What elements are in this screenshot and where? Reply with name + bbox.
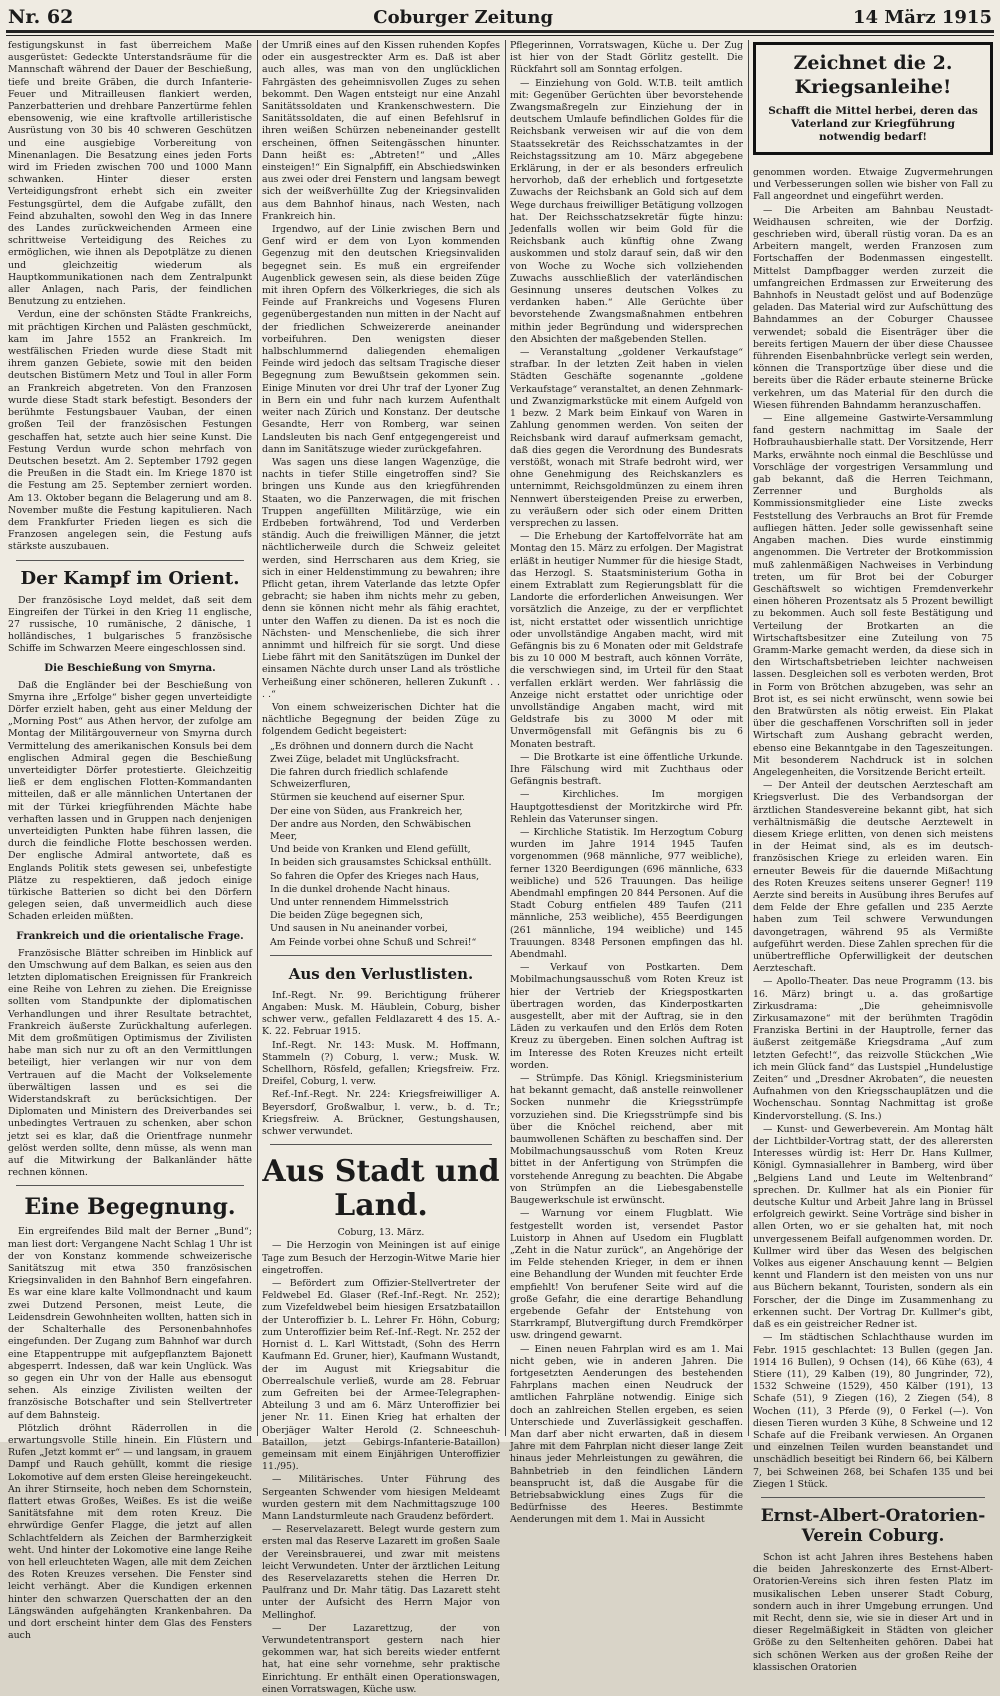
section-divider <box>16 560 244 561</box>
news-item: — Apollo-Theater. Das neue Programm (13. bis 16. März) bringt u. a. das großartige Zirkusdrama: „Die geheimnisvolle Zirkusamazone“ mit der berühmten Tragödin Franziska Bertini in der Hauptrolle, ferner das äußerst zeitgemäße Kriegsdrama „Auf zum letzten Gefecht!“, das reizvolle Stückchen „Wie ich mein Glück fand“ das Lustspiel „Hundelustige Zeiten“ und „Dresdner Akrobaten“, die neuesten Aufnahmen von den Kriegsschauplätzen und die Wochenschau. Sonntag Nachmittag ist große Kindervorstellung. (S. Ins.) <box>753 976 993 1122</box>
poem-line: Und beide von Kranken und Elend gefüllt, <box>270 844 471 856</box>
poem-line: In die dunkel drohende Nacht hinaus. <box>270 883 451 895</box>
headline-orient: Der Kampf im Orient. <box>20 567 240 589</box>
poem-line: Und unter rennendem Himmelsstrich <box>270 897 449 909</box>
news-item: Pflegerinnen, Vorratswagen, Küche u. Der Zug ist hier von der Stadt Görlitz gestellt. Die Rückfahrt soll am Sonntag erfolgen. <box>510 40 743 76</box>
news-item: — Der Anteil der deutschen Aerzteschaft am Kriegsverlust. Die des Verbandsorgan der ärztlichen Standesvereine bekannt gibt, hat sich verhältnismäßig die deutsche Aerztewelt in diesem Kriege erlitten, von denen sich meistens in der Heimat sind, als es im deutsch-französischen Kriege zu erleiden waren. Ein erneuter Beweis für die dauernde Mißachtung des Roten Kreuzes seitens unserer Gegner! 119 Aerzte sind bereits in Ausübung ihres Berufes auf dem Felde der Ehre gefallen und 235 Aerzte haben zum Teil schwere Verwundungen davongetragen, während 95 als Vermißte aufgeführt werden. Diese Zahlen sprechen für die unübertreffliche Opferwilligkeit der deutschen Aerzteschaft. <box>753 780 993 975</box>
casualty-entry: Ref.-Inf.-Regt. Nr. 224: Kriegsfreiwilliger A. Beyersdorf, Großwalbur, l. verw., b. d. Tr.; Kriegsfreiw. A. Brückner, Gestungshausen, schwer verwundet. <box>262 1089 500 1138</box>
issue-number: Nr. 62 <box>8 6 74 28</box>
news-item: — Die Brotkarte ist eine öffentliche Urkunde. Ihre Fälschung wird mit Zuchthaus oder Gefängnis bestraft. <box>510 751 743 788</box>
section-divider <box>270 1144 492 1145</box>
news-item: genommen worden. Etwaige Zugvermehrungen und Verbesserungen sollen wie bisher von Fall zu Fall angeordnet und eingeführt werden. <box>753 167 993 203</box>
news-item: — Der Lazarettzug, der von Verwundetentransport gestern nach hier gekommen war, hat sich bereits wieder entfernt hat, hat eine sehr vornehme, sehr praktische Einrichtung. Er enthält einen Operationswagen, einen Vorratswagen, Küche usw. <box>262 1622 500 1695</box>
advertisement-title: Zeichnet die 2. Kriegsanleihe! <box>793 52 953 98</box>
article-paragraph: Irgendwo, auf der Linie zwischen Bern und Genf wird er dem von Lyon kommenden Gegenzug mit den deutschen Kriegsinvaliden begegnet sein. Es muß ein ergreifender Augenblick gewesen sein, als diese beiden Züge mit ihren Opfern des Völkerkrieges, die sich als Feinde auf Frankreichs und Vogesens Fluren gegenübergestanden nun mitten in der Nacht auf der friedlichen Schweizererde aneinander vorbeifuhren. Den wenigsten dieser halbschlummernd daliegenden ehemaligen Feinde wird jedoch das seltsam Tragische dieser Begegnung zum Bewußtsein gekommen sein. Einige Minuten vor drei Uhr traf der Lyoner Zug in Bern ein und fuhr nach kurzem Aufenthalt weiter nach Zürich und Konstanz. Der deutsche Gesandte, Herr von Romberg, war seinen Landsleuten bis nach Genf entgegengereist und dann im Sanitätszuge wieder zurückgefahren. <box>262 224 500 455</box>
masthead-rule-thin <box>6 35 994 36</box>
news-item: — Eine allgemeine Gastwirte-Versammlung fand gestern nachmittag im Saale der Hofbrauhausbierhalle statt. Der Vorsitzende, Herr Marks, erwähnte noch einmal die Beschlüsse und Vorschläge der vorgestrigen Versammlung und gab bekannt, daß die Herren Teichmann, Zerrenner und Burgholds als Kommissionsmitglieder eine Liste zwecks Feststellung des Verbrauchs an Brot für Fremde aufliegen hätten. Jeder solle gewissenhaft seine Angaben machen. Dies wurde einstimmig angenommen. Die Vertreter der Brotkommission muß zahlenmäßigen Nachweises in Verbindung treten, um für Brot bei der Coburger Geschäftswelt so wichtigen Fremdenverkehr einen höheren Prozentsatz als 5 Prozent bewilligt zu bekommen. Auch soll feste Bestätigung und Verteilung der Brotkarten an die Wirtschaftsbesitzer eine Zuteilung von 75 Gramm-Marke gemacht werden, da diese sich in den Wirtschaftsbetrieben leichter nachweisen lassen. Desgleichen soll es verboten werden, Brot in Form von Brötchen abzugeben, was sehr an Brot ist, es sei nicht erwünscht, wenn sowie bei den Bratwürsten als nötig erweist. Ein Plakat über die geschaffenen Vorschriften soll in jeder Wirtschaft zum Aushang gebracht werden, ebenso eine Bekanntgabe in den Tageszeitungen. Mit besonderem Nachdruck ist in solchen Angelegenheiten, die Vorsitzende Bericht erteilt. <box>753 413 993 778</box>
masthead-rule <box>6 30 994 33</box>
news-item: — Befördert zum Offizier-Stellvertreter der Feldwebel Ed. Glaser (Ref.-Inf.-Regt. Nr. 252); zum Vizefeldwebel beim hiesigen Ersatzbataillon der Unteroffizier b. L. Lehrer Fr. Höhn, Coburg; zum Unteroffizier beim Ref.-Inf.-Regt. Nr. 252 der Hornist d. L. Karl Wittstadt, (Sohn des Herrn Kaufmann Ed. Gruner, hier), Kaufmann Wustandt, der im August mit Kriegsabitur die Oberrealschule verließ, wurde am 28. Februar zum Gefreiten bei der Armee-Telegraphen-Abteilung 3 und am 6. März Unteroffizier bei jener Nr. 11. Einen Krieg hat erhalten der Oberjäger Walter Herold (2. Schneeschuh-Bataillon, jetzt Gebirgs-Infanterie-Bataillon) gemeinsam mit einem Einjährigen Unteroffizier 11./95). <box>262 1278 501 1473</box>
section-divider <box>761 1497 985 1498</box>
article-paragraph: Der französische Loyd meldet, daß seit dem Eingreifen der Türkei in den Krieg 11 englische, 27 russische, 10 rumänische, 2 dänische, 1 holländisches, 1 bulgarisches 5 französische Schiffe im Schwarzen Meere eingeschlossen sind. <box>8 594 252 655</box>
section-divider <box>16 1185 244 1186</box>
article-paragraph: Schon ist acht Jahren ihres Bestehens haben die beiden Jahreskonzerte des Ernst-Albert-Oratorien-Vereins sich ihren festen Platz im musikalischen Leben unserer Stadt Coburg, sondern auch in ihrer Umgebung errungen. Und mit Recht, denn sie, wie sie in dieser Art und in dieser Regelmäßigkeit in Städten von gleicher Größe zu den Seltenheiten gehören. Dabei hat sich schönen Werken aus der großen Reihe der klassischen Oratorien <box>753 1551 993 1673</box>
casualty-entry: Inf.-Regt. Nr. 143: Musk. M. Hoffmann, Stammeln (?) Coburg, l. verw.; Musk. W. Schellhorn, Rösfeld, gefallen; Kriegsfreiw. Frz. Dreifel, Coburg, l. verw. <box>262 1039 500 1088</box>
headline-oratorien-verein: Ernst-Albert-Oratorien-Verein Coburg. <box>760 1505 986 1546</box>
issue-date: 14 März 1915 <box>853 7 992 28</box>
masthead <box>8 4 992 28</box>
poem-line: Zwei Züge, beladet mit Unglücksfracht. <box>270 753 460 765</box>
news-item: — Kirchliches. Im morgigen Hauptgottesdienst der Moritzkirche wird Pfr. Rehlein das Vaterunser singen. <box>510 789 743 825</box>
article-paragraph: Französische Blätter schreiben im Hinblick auf den Umschwung auf dem Balkan, es seien aus den letzten diplomatischen Ereignissen für Frankreich eine Reihe von Lehren zu ziehen. Die Ereignisse sollten vom Standpunkte der diplomatischen Verhandlungen und ihrer Resultate betrachtet, Frankreich äußerste Zurückhaltung auferlegen. Mit dem großmütigen Optimismus der Zivilisten habe man sich nur zu oft an den Vermittlungen beteiligt, hier verlangen wir nur von dem Vertrauen auf die Macht der Volkselemente überwältigen lassen und es sei die Widerstandskraft zu berücksichtigen. Der Diplomaten und Ministern des Dreiverbandes sei unbedingtes Vertrauen zu schenken, aber schon jetzt sei es klar, daß die Orientfrage nunmehr gelöst werden sollte, denn müsse, als wenn man auf die Mitwirkung der Balkanländer hätte rechnen können. <box>8 947 252 1179</box>
casualty-entry: Inf.-Regt. Nr. 99. Berichtigung früherer Angaben: Musk. M. Häublein, Coburg, bisher schwer verw., gefallen Feldlazarett 4 des 15. A.-K. 22. Februar 1915. <box>262 989 500 1038</box>
news-item: — Die Herzogin von Meiningen ist auf einige Tage zum Besuch der Herzogin-Witwe Marie hier eingetroffen. <box>262 1240 500 1276</box>
poem-line: Am Feinde vorbei ohne Schuß und Schrei!“ <box>270 936 477 948</box>
article-paragraph: Plötzlich dröhnt Räderrollen in die erwartungsvolle Stille hinein. Ein Flüstern und Rufen „Jetzt kommt er“ — und langsam, in grauem Dampf und Rauch gehüllt, kommt die riesige Lokomotive auf dem ersten Gleise hereingekeucht. An ihrer Stirnseite, hoch neben dem Schornstein, flattert etwas Großes, Weißes. Es ist die weiße Sanitätsfahne mit dem roten Kreuz. Die ehrwürdige Genfer Flagge, die jetzt auf allen Schlachtfeldern als Zeichen der Barmherzigkeit weht. Und hinter der Lokomotive eine lange Reihe von hell erleuchteten Wagen, alle mit dem Zeichen des Roten Kreuzes versehen. Die Fenster sind leicht verhängt. Aber die Kundigen erkennen hinter den schwarzen Querschatten der an den Längswänden aufgehängten Krankenbahren. Da und dort erscheint hinter dem Glas des Fensters auch <box>8 1422 252 1642</box>
article-paragraph: festigungskunst in fast überreichem Maße ausgerüstet: Gedeckte Unterstandsräume für die Mannschaft während der Dauer der Beschießung, tiefe und breite Gräben, die durch Infanterie-Feuer und Mitrailleusen flankiert werden, Panzerbatterien und drehbare Panzertürme fehlen ebensowenig, wie eine kraftvolle artilleristische Ausrüstung von 30 bis 40 schweren Geschützen und eine ausgiebige Vorbereitung von Minenanlagen. Die Besatzung eines jeden Forts wird im Frieden zwischen 700 und 1000 Mann schwanken. Hinter dieser ersten Verteidigungsfront erhebt sich ein zweiter Festungsgürtel, dem die Aufgabe zufällt, den Feind abzuhalten, sowohl den Weg in das Innere des Landes zurückweichenden Armeen eine schrittweise Verteidigung des Reiches zu ermöglichen, wie ihnen als Depotplätze zu dienen und gleichzeitig wiederum als Hauptkommunikationen nach dem Zentralpunkt aller Anlagen, nach Paris, der feindlichen Benutzung zu entziehen. <box>8 40 252 308</box>
news-item: — Im städtischen Schlachthause wurden im Febr. 1915 geschlachtet: 13 Bullen (gegen Jan. 1914 16 Bullen), 9 Ochsen (14), 66 Kühe (63), 4 Stiere (11), 29 Kalben (19), 80 Jungrinder, 72), 1532 Schweine (1529), 450 Kälber (191), 13 Schafe (51), 9 Ziegen (16), 2 Ziegen (54), 8 Wochen (11), 3 Pferde (9), 0 Ferkel (—). Von diesen Tieren wurden 3 Kühe, 8 Schweine und 12 Schafe auf die Freibank verwiesen. An Organen und einzelnen Teilen wurden beanstandet und unschädlich beseitigt bei Rindern 66, bei Kälbern 7, bei Schweinen 268, bei Schafen 135 und bei Ziegen 1 Stück. <box>753 1332 993 1490</box>
poem-line: Die beiden Züge begegnen sich, <box>270 910 424 922</box>
news-item: — Veranstaltung „goldener Verkaufstage“ strafbar. In der letzten Zeit haben in vielen Städten Geschäfte sogenannte „goldene Verkaufstage“ veranstaltet, an denen Zehnmark- und Zwanzigmarkstücke mit einem Aufgeld von 1 bezw. 2 Mark beim Einkauf von Waren in Zahlung genommen werden. Von seiten der Reichsbank wird darauf aufmerksam gemacht, daß dies gegen die Verordnung des Bundesrats verstößt, wonach mit Strafe bedroht wird, wer ohne Genehmigung des Reichskanzlers es unternimmt, Reichsgoldmünzen zu einem ihren Nennwert übersteigenden Preise zu erwerben, zu veräußern oder sich oder einem Dritten versprechen zu lassen. <box>510 347 743 529</box>
poem <box>262 741 500 949</box>
news-item: — Strümpfe. Das Königl. Kriegsministerium hat bekannt gemacht, daß anstelle reinwollener Socken nunmehr die Kriegsstrümpfe vorzuziehen sind. Die Kriegsstrümpfe sind bis über die Knöchel reichend, aber mit baumwollenen Schäften zu beschaffen sind. Der Mobilmachungsausschuß vom Roten Kreuz bittet in der Anfertigung von Strümpfen die vorstehende Anregung zu beachten. Die Abgabe von Strümpfen an die Liebesgabenstelle Baugewerkschule ist erwünscht. <box>510 1073 743 1207</box>
column-divider <box>748 40 749 1436</box>
article-paragraph: Daß die Engländer bei der Beschießung von Smyrna ihre „Erfolge“ bisher gegen unverteidigte Dörfer erzielt haben, geht aus einer Meldung der „Morning Post“ aus Athen hervor, der zufolge am Montag der Militärgouverneur von Smyrna durch Vermittelung des amerikanischen Konsuls bei dem englischen Admiral gegen die Beschießung unverteidigter Dörfer protestierte. Gleichzeitig ließ er dem englischen Flotten-Kommandanten mitteilen, daß er alle männlichen Untertanen der mit der Türkei kriegführenden Mächte habe verhaften lassen und in Gruppen nach denjenigen unverteidigten Punkten habe führen lassen, die durch die feindliche Flotte beschossen werden. Der englische Admiral antwortete, daß es Englands Politik stets gewesen sei, unbefestigte Plätze zu respektieren, daß jedoch einige türkische Batterien so dicht bei den Dörfern gelegen seien, daß unvermeidlich auch diese Schaden erleiden müßten. <box>8 679 252 923</box>
war-loan-advertisement <box>753 42 993 155</box>
headline-verlustlisten: Aus den Verlustlisten. <box>288 964 474 983</box>
news-item: — Kirchliche Statistik. Im Herzogtum Coburg wurden im Jahre 1914 1945 Taufen vorgenommen (968 männliche, 977 weibliche), ferner 1320 Beerdigungen (696 männliche, 633 weibliche) und 526 Trauungen. Das heilige Abendmahl empfingen 20 844 Personen. Auf die Stadt Coburg entfielen 489 Taufen (211 männliche, 253 weibliche), 455 Beerdigungen (261 männliche, 194 weibliche) und 145 Trauungen. 8348 Personen empfingen das hl. Abendmahl. <box>510 827 743 961</box>
column-2 <box>262 40 501 1695</box>
advertisement-text: Schafft die Mittel herbei, deren das Vaterland zur Kriegführung notwendig bedarf! <box>768 105 978 143</box>
article-paragraph: Was sagen uns diese langen Wagenzüge, die nachts in tiefer Stille eingetroffen sind? Sie bringen uns Kunde aus den kriegführenden Staaten, wo die Panzerwagen, die mit frischen Truppen angefüllten Militärzüge, wie ein Erdbeben fortwährend, Tod und Verderben ständig. Auch die freiwilligen Männer, die jetzt nächtlicherweile durch die Schweiz geleitet werden, sind Herrscharen aus dem Krieg, sie sich in einer Heldenstimmung zu bewahren; ihre Pflicht getan, ihrem Vaterlande das letzte Opfer gebracht; sie haben ihm nichts mehr zu geben, denn sie können nicht mehr als fähig erachtet, unter den Waffen zu dienen. Da ist es noch die Nächsten- und Menschenliebe, die sich ihrer annimmt und hilfreich für sie sorgt. Und diese Liebe fährt mit den Sanitätszügen im Dunkel der einsamen Nächte durch unser Land als tröstliche Verheißung einer schöneren, helleren Zukunft . . . .“ <box>262 456 500 700</box>
poem-line: Der eine von Süden, aus Frankreich her, <box>270 805 463 817</box>
news-item: — Verkauf von Postkarten. Dem Mobilmachungsausschuß vom Roten Kreuz ist hier der Vertrieb der Kriegspostkarten übertragen worden, das Kinderpostkarten ausgestellt, aber mit der Auftrag, sie in den Läden zu verkaufen und den Erlös dem Roten Kreuz zu übergeben. Einen solchen Auftrag ist im Interesse des Roten Kreuzes nicht erteilt worden. <box>510 962 743 1071</box>
news-item: — Kunst- und Gewerbeverein. Am Montag hält der Lichtbilder-Vortrag statt, der des allerersten Interesses würdig ist: Herr Dr. Hans Kullmer, Königl. Gymnasiallehrer in Bamberg, wird über „Belgiens Land und Leute im Weltenbrand“ sprechen. Dr. Kullmer hat als ein Pionier für deutsche Kultur und Arbeit Jahre lang in Brüssel erfolgreich gewirkt. Seine Vorträge sind bisher in allen Orten, wo er sie gehalten hat, mit noch unvergessenem Beifall aufgenommen worden. Dr. Kullmer wird über das Wesen des belgischen Volkes aus eigener Anschauung kennt — Belgien kennt und Flandern ist den meisten von uns nur aus Büchern bekannt, Touristen, sondern als ein Forscher, der die Dinge im Zusammenhang zu erkennen sucht. Der Vortrag Dr. Kullmer's gibt, daß es ein geistreicher Redner ist. <box>753 1123 993 1331</box>
column-divider <box>505 40 506 1436</box>
headline-stadt-und-land: Aus Stadt und Land. <box>262 1154 500 1224</box>
poem-line: Und sausen in Nu aneinander vorbei, <box>270 923 448 935</box>
article-paragraph: Von einem schweizerischen Dichter hat die nächtliche Begegnung der beiden Züge zu folgendem Gedicht begeistert: <box>262 701 500 738</box>
article-paragraph: Verdun, eine der schönsten Städte Frankreichs, mit prächtigen Kirchen und Palästen geschmückt, kam im Jahre 1552 an Frankreich. Im westfälischen Frieden wurde diese Stadt mit ihrem ganzen Gebiete, sowie mit den beiden deutschen Bistümern Metz und Toul in aller Form an Frankreich abgetreten. Von den Franzosen wurde diese Stadt stark befestigt. Besonders der berühmte Festungsbauer Vauban, der einen großen Teil der französischen Festungen geschaffen hat, setzte auch hier seine Kunst. Die Festung Verdun wurde schon mehrfach von Deutschen besetzt. Am 2. September 1792 gegen die Preußen in die Stadt ein. Im Kriege 1870 ist die Festung am 25. September zerniert worden. Am 13. Oktober begann die Belagerung und am 8. November mußte die Festung kapitulieren. Nach dem Frankfurter Frieden liegen es sich die Franzosen angelegen sein, die Festung aufs stärkste auszubauen. <box>8 309 252 553</box>
news-item: — Warnung vor einem Flugblatt. Wie festgestellt worden ist, versendet Pastor Luistorp in Ahnen auf Usedom ein Flugblatt „Zeht in die Natur zurück“, an Angehörige der im Felde stehenden Krieger, in dem er ihnen eine Behandlung der Wunden mit feuchter Erde empfiehlt! Von berufener Seite wird auf die große Gefahr, die eine derartige Behandlung ergebende Gefahr der Entstehung von Starrkrampf, Blutvergiftung durch Fremdkörper usw. dringend gewarnt. <box>510 1208 743 1342</box>
news-item: — Einen neuen Fahrplan wird es am 1. Mai nicht geben, wie in anderen Jahren. Die fortgesetzten Aenderungen des bestehenden Fahrplans machen einen Neudruck der amtlichen Fahrpläne notwendig. Einige sich doch an zahlreichen Stellen ergeben, es seien Unterschiede und Zuverlässigkeit geschaffen. Man darf aber nicht erwarten, daß in diesem Jahre mit dem Fahrplan nicht dieser lange Zeit hinaus jeder Mehrleistungen zu gewähren, die Bahnbetrieb in den feindlichen Ländern beansprucht ist, daß die Ausgabe für die Betriebsabwicklung eines Zugs für die Bedürfnisse des Heeres. Bestimmte Aenderungen mit dem 1. Mai in Aussicht <box>510 1343 743 1526</box>
article-paragraph: der Umriß eines auf den Kissen ruhenden Kopfes oder ein ausgestreckter Arm es. Daß ist aber auch alles, was man von den unglücklichen Fahrgästen des geheimnisvollen Zuges zu sehen bekommt. Den Wagen entsteigt nur eine Anzahl Sanitätssoldaten und Krankenschwestern. Die Sanitätssoldaten, die auf einen Befehlsruf in ihren weißen Schürzen nebeneinander gestellt erscheinen, öffnen Seitengässchen hinunter. Dann heißt es: „Abtreten!“ und „Alles einsteigen!“ Ein Signalpfiff, ein Abschiedswinken aus zwei oder drei Fenstern und langsam bewegt sich der weißverhüllte Zug der Kriegsinvaliden aus dem Bahnhof hinaus, nach Westen, nach Frankreich hin. <box>262 40 500 222</box>
poem-line: In beiden sich grausamstes Schicksal enthüllt. <box>270 857 492 869</box>
subheadline-frankreich: Frankreich und die orientalische Frage. <box>16 929 244 942</box>
section-divider <box>270 955 492 956</box>
column-divider <box>257 40 258 1436</box>
article-paragraph: Ein ergreifendes Bild malt der Berner „Bund“; man liest dort: Vergangene Nacht Schlag 1 Uhr ist der von Konstanz kommende schweizerische Sanitätszug mit etwa 350 französischen Kriegsinvaliden in den Bahnhof Bern eingefahren. Es war eine klare kalte Vollmondnacht und kaum zwei Dutzend Personen, meist Leute, die Leidensdrein Gewohnheiten wollten, hatten sich in der Schalterhalle des Personenbahnhofes eingefunden. Der Zugang zum Bahnhof war durch eine Etappentruppe mit aufgepflanztem Bajonett abgesperrt. Indessen, daß war kein Unglück. Was so gegen ein Uhr von der Halle aus ebensogut sehen. Als einzige Zivilisten weilten der französische Botschafter und sein Stellvertreter auf dem Bahnsteig. <box>8 1226 252 1421</box>
column-1 <box>8 40 252 1642</box>
news-item: — Die Erhebung der Kartoffelvorräte hat am Montag den 15. März zu erfolgen. Der Magistrat erläßt in heutiger Nummer für die hiesige Stadt, das Herzogl. S. Staatsministerium Gotha in einem Extrablatt zum Regierungsblatt für die Landorte die erforderlichen Anweisungen. Wer vorsätzlich die Anzeige, zu der er verpflichtet ist, nicht erstattet oder wissentlich unrichtige oder unvollständige Angaben macht, wird mit Gefängnis bis zu 6 Monaten oder mit Geldstrafe bis zu 10 000 M bestraft, auch können Vorräte, die verschwiegen sind, im Urteil für den Staat verfallen erklärt werden. Wer fahrlässig die Anzeige nicht erstattet oder unrichtige oder unvollständige Angaben macht, wird mit Geldstrafe bis zu 3000 M oder mit Unvermögensfall mit Gefängnis bis zu 6 Monaten bestraft. <box>510 531 743 750</box>
dateline: Coburg, 13. März. <box>337 1227 425 1239</box>
poem-line: Stürmen sie keuchend auf eiserner Spur. <box>270 792 466 804</box>
headline-begegnung: Eine Begegnung. <box>24 1194 236 1221</box>
news-item: — Reservelazarett. Belegt wurde gestern zum ersten mal das Reserve Lazarett im großen Saale der Vereinsbrauerei, und zwar mit meistens leicht Verwundeten. Unter der ärztlichen Leitung des Reservelazaretts stehen die Herren Dr. Paulfranz und Dr. Mahr tätig. Das Lazarett steht unter der Aufsicht des Herrn Major von Mellinghof. <box>262 1524 500 1621</box>
column-3 <box>510 40 743 1526</box>
poem-line: „Es dröhnen und donnern durch die Nacht <box>270 740 474 752</box>
news-item: — Einziehung von Gold. W.T.B. teilt amtlich mit: Gegenüber Gerüchten über bevorstehende Zwangsmaßregeln zur Einziehung der in deutschem Umlaufe befindlichen Goldes für die Reichsbank verweisen wir auf die von dem Staatssekretär des Reichsschatzamtes in der Reichstagssitzung am 10. März abgegebene Erklärung, in der er als besonders erfreulich hervorhob, daß der erheblich und fortgesetzte Zuwachs der Reichsbank an Gold sich auf dem Wege durchaus freiwilliger Betätigung vollzogen hat. Der Reichsschatzsekretär fügte hinzu: Jedenfalls wollen wir beim Gold für die Reichsbank auch künftig ohne Zwang auskommen und stolz darauf sein, daß wir den von Woche zu Woche sich vollziehenden Zuwachs ausschließlich der vaterländischen Gesinnung unseres deutschen Volkes zu verdanken haben.“ Alle Gerüchte über bevorstehende Zwangsmaßnahmen entbehren mithin jeder Begründung und widersprechen den Absichten der maßgebenden Stellen. <box>510 77 743 345</box>
poem-line: So fahren die Opfer des Krieges nach Haus, <box>270 870 480 882</box>
news-item: — Die Arbeiten am Bahnbau Neustadt-Weidhausen schreiten, wie der Dorfzig. geschrieben wird, überall rüstig voran. Da es an Arbeitern mangelt, werden Franzosen zum Fortschaffen der Bodenmassen eingestellt. Mittelst Dampfbagger werden zurzeit die umfangreichen Erdmassen zur Erweiterung des Bahnhofs in Neustadt gelöst und auf Bodenzüge geladen. Das Material wird zur Aufschüttung des Bahndammes an der Coburger Chaussee verwendet; sobald die Eisenträger über die bereits fertigen Mauern der über diese Chaussee führenden Eisenbahnbrücke verlegt sein werden, können die Transportzüge über diese und die bereits über die Räder erbaute steinerne Brücke verkehren, um das Material für den durch die Wiesen führenden Bahndamm heranzuschaffen. <box>753 204 993 411</box>
news-item: — Militärisches. Unter Führung des Sergeanten Schwender vom hiesigen Meldeamt wurden gestern mit dem Nachmittagszuge 100 Mann Landsturmleute nach Graudenz befördert. <box>262 1474 500 1522</box>
subheadline-smyrna: Die Beschießung von Smyrna. <box>44 661 216 674</box>
poem-line: Die fahren durch friedlich schlafende Schweizerfluren, <box>270 766 449 791</box>
newspaper-title: Coburger Zeitung <box>373 7 554 28</box>
column-4 <box>753 40 993 1673</box>
poem-line: Der andre aus Norden, den Schwäbischen Meer, <box>270 818 472 842</box>
